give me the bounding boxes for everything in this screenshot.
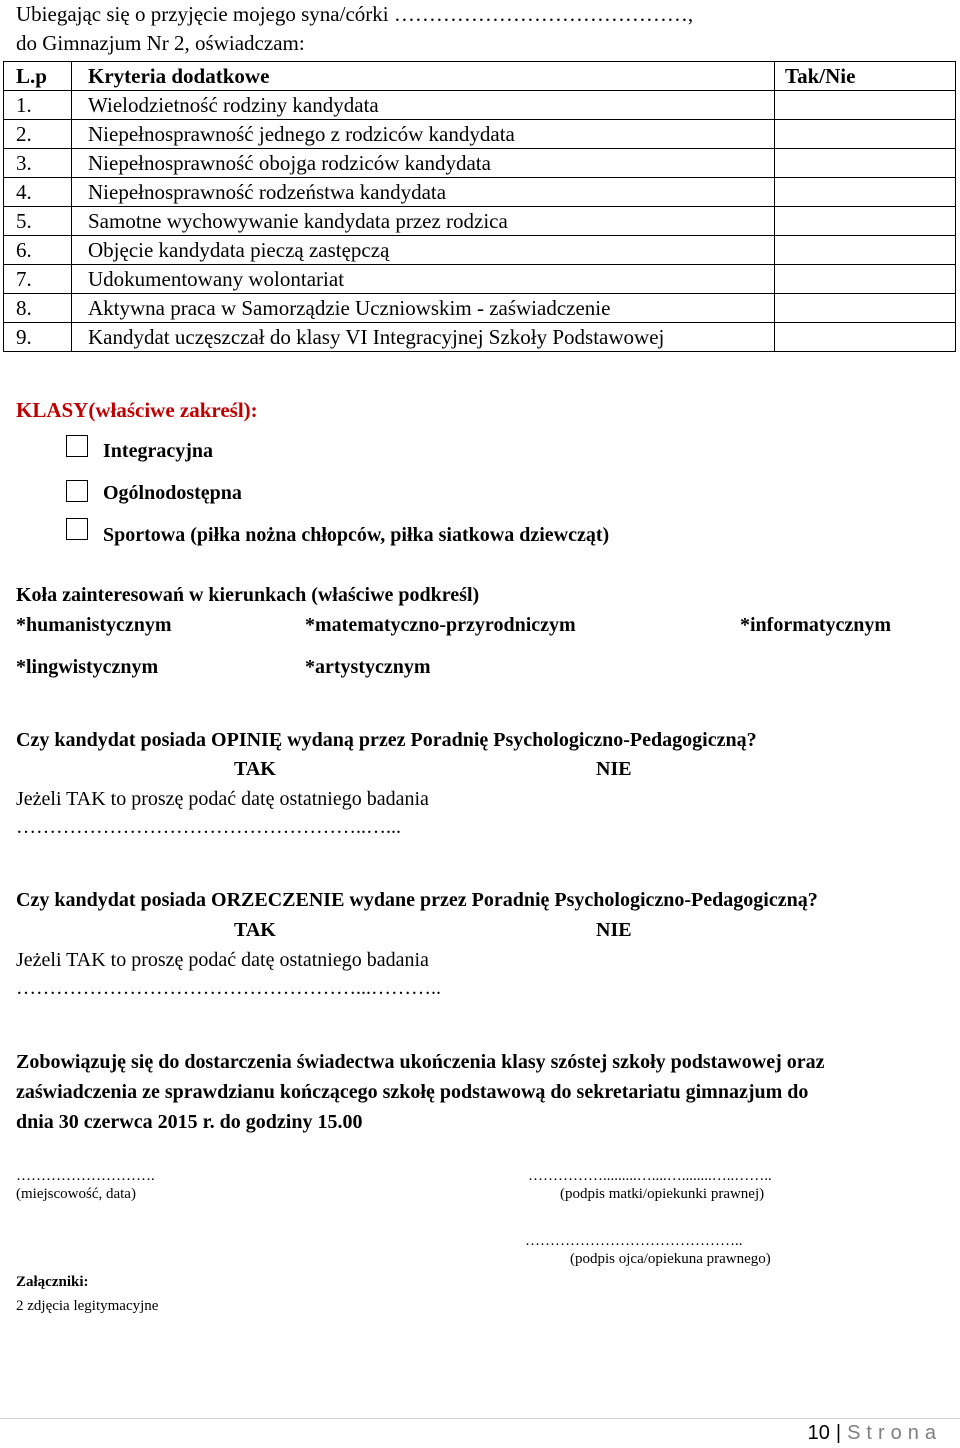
interest-humanistic[interactable]: *humanistycznym [16,614,172,636]
opinion-yes-option[interactable]: TAK [234,758,276,780]
interest-circles-heading: Koła zainteresowań w kierunkach (właściwe podkreśl) [16,584,480,606]
footer-divider [0,1418,960,1419]
mother-signature-label: (podpis matki/opiekunki prawnej) [560,1186,765,1202]
table-row [4,294,956,323]
opinion-date-field[interactable]: ……………………………………………..…... [16,816,401,838]
table-row [4,178,956,207]
row-criterion: Wielodzietność rodziny kandydata [72,91,775,120]
ruling-date-field[interactable]: ……………………………………………...……….. [16,977,441,999]
opinion-date-prompt: Jeżeli TAK to proszę podać datę ostatniego badania [16,788,429,810]
page-footer [808,1422,942,1445]
row-criterion: Objęcie kandydata pieczą zastępczą [72,236,775,265]
row-answer-field[interactable] [775,323,956,352]
row-number: 9. [4,323,72,352]
table-row [4,120,956,149]
classes-heading: KLASY(właściwe zakreśl): [16,398,258,422]
page-word: Strona [847,1422,942,1444]
criteria-table [3,61,956,352]
opinion-question: Czy kandydat posiada OPINIĘ wydaną przez Poradnię Psychologiczno-Pedagogiczną? [16,729,757,751]
class-integracyjna-label: Integracyjna [103,440,213,462]
header-lp: L.p [4,62,72,91]
header-criteria: Kryteria dodatkowe [72,62,775,91]
criteria-table-header [4,62,956,91]
intro-line-2: do Gimnazjum Nr 2, oświadczam: [16,31,305,55]
row-criterion: Niepełnosprawność jednego z rodziców kandydata [72,120,775,149]
row-number: 1. [4,91,72,120]
commitment-line-2: zaświadczenia ze sprawdzianu kończącego szkołę podstawową do sekretariatu gimnazjum do [16,1081,809,1103]
row-answer-field[interactable] [775,236,956,265]
table-row [4,323,956,352]
class-ogolnodostepna-checkbox[interactable] [66,480,88,502]
table-row [4,149,956,178]
row-number: 4. [4,178,72,207]
page-separator: | [835,1422,842,1444]
row-number: 6. [4,236,72,265]
ruling-question: Czy kandydat posiada ORZECZENIE wydane przez Poradnię Psychologiczno-Pedagogiczną? [16,889,818,911]
class-sportowa-label: Sportowa (piłka nożna chłopców, piłka siatkowa dziewcząt) [103,524,610,546]
interest-math-science[interactable]: *matematyczno-przyrodniczym [305,614,576,636]
father-signature-field[interactable]: …………………………………….. [525,1233,743,1249]
row-criterion: Udokumentowany wolontariat [72,265,775,294]
interest-artistic[interactable]: *artystycznym [305,656,431,678]
row-number: 2. [4,120,72,149]
row-number: 7. [4,265,72,294]
table-row [4,91,956,120]
ruling-no-option[interactable]: NIE [596,919,632,941]
header-yes-no: Tak/Nie [775,62,956,91]
table-row [4,207,956,236]
opinion-no-option[interactable]: NIE [596,758,632,780]
ruling-yes-option[interactable]: TAK [234,919,276,941]
row-criterion: Niepełnosprawność obojga rodziców kandydata [72,149,775,178]
table-row [4,236,956,265]
row-answer-field[interactable] [775,265,956,294]
place-date-label: (miejscowość, data) [16,1186,136,1202]
row-number: 5. [4,207,72,236]
row-criterion: Kandydat uczęszczał do klasy VI Integracyjnej Szkoły Podstawowej [72,323,775,352]
interest-informatics[interactable]: *informatycznym [740,614,892,636]
row-answer-field[interactable] [775,149,956,178]
commitment-line-1: Zobowiązuję się do dostarczenia świadectwa ukończenia klasy szóstej szkoły podstawowej oraz [16,1051,825,1073]
row-answer-field[interactable] [775,294,956,323]
mother-signature-field[interactable]: …………….........…....…........…..…….. [528,1168,772,1184]
table-row [4,265,956,294]
attachments-heading: Załączniki: [16,1274,89,1290]
row-answer-field[interactable] [775,207,956,236]
row-answer-field[interactable] [775,178,956,207]
row-number: 3. [4,149,72,178]
father-signature-label: (podpis ojca/opiekuna prawnego) [570,1251,771,1267]
commitment-line-3: dnia 30 czerwca 2015 r. do godziny 15.00 [16,1111,363,1133]
row-answer-field[interactable] [775,120,956,149]
row-criterion: Aktywna praca w Samorządzie Uczniowskim - zaświadczenie [72,294,775,323]
page-number: 10 [807,1422,830,1444]
row-criterion: Niepełnosprawność rodzeństwa kandydata [72,178,775,207]
interest-linguistic[interactable]: *lingwistycznym [16,656,159,678]
class-sportowa-checkbox[interactable] [66,518,88,540]
class-ogolnodostepna-label: Ogólnodostępna [103,482,242,504]
row-number: 8. [4,294,72,323]
row-criterion: Samotne wychowywanie kandydata przez rodzica [72,207,775,236]
attachments-item: 2 zdjęcia legitymacyjne [16,1298,159,1314]
row-answer-field[interactable] [775,91,956,120]
ruling-date-prompt: Jeżeli TAK to proszę podać datę ostatniego badania [16,949,429,971]
class-integracyjna-checkbox[interactable] [66,435,88,457]
intro-line-1: Ubiegając się o przyjęcie mojego syna/córki ……………………………………, [16,2,694,26]
place-date-field[interactable]: ………………………. [16,1168,155,1184]
